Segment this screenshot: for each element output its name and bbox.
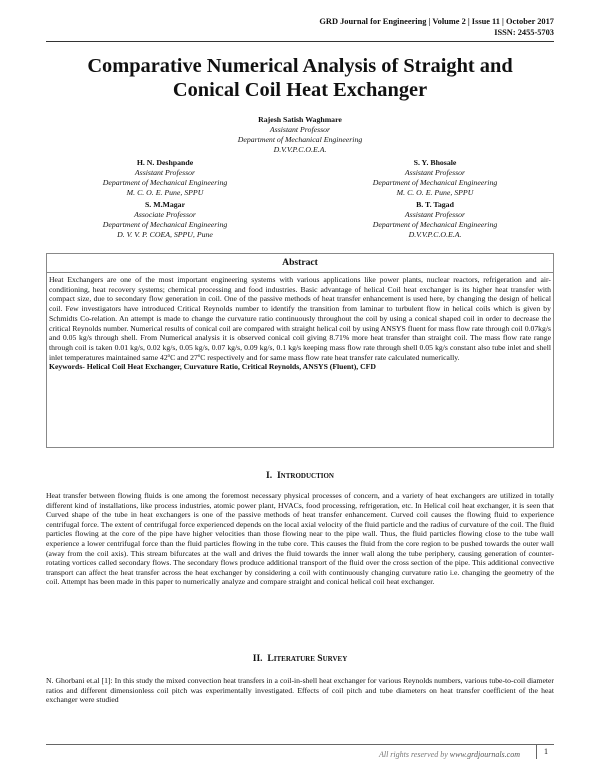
journal-info: GRD Journal for Engineering | Volume 2 | Issue 11 | October 2017 xyxy=(319,17,554,26)
author-dept: Department of Mechanical Engineering xyxy=(372,220,498,229)
section-number: I. xyxy=(266,470,273,481)
footer-rights xyxy=(379,750,520,759)
author-role: Assistant Professor xyxy=(134,168,196,177)
author-role: Assistant Professor xyxy=(404,168,466,177)
abstract-heading: Abstract xyxy=(282,257,318,268)
abstract-body xyxy=(49,275,551,372)
journal-header xyxy=(319,17,554,38)
author-5 xyxy=(320,200,550,240)
author-1 xyxy=(150,115,450,155)
issn: ISSN: 2455-5703 xyxy=(494,27,554,37)
section-literature-heading xyxy=(46,653,554,664)
author-name: S. Y. Bhosale xyxy=(413,158,457,167)
author-role: Assistant Professor xyxy=(269,125,331,134)
author-inst: M. C. O. E. Pune, SPPU xyxy=(396,188,474,197)
literature-text: N. Ghorbani et.al [1]: In this study the mixed convection heat transfers in a coil-in-shell heat exchanger for various Reynolds numbers, various tube-to-coil diameter ratios and different dimensionless coil pitch was experimentally investigated. Effects of coil pitch and tube diameters on heat transfer coefficient of the heat exchanger were studied xyxy=(46,676,554,705)
title-line-1: Comparative Numerical Analysis of Straight and xyxy=(87,55,513,77)
header-divider xyxy=(46,41,554,42)
keywords: Keywords- Helical Coil Heat Exchanger, Curvature Ratio, Critical Reynolds, ANSYS (Fluent), CFD xyxy=(49,362,376,372)
author-name: S. M.Magar xyxy=(144,200,186,209)
title-line-2: Conical Coil Heat Exchanger xyxy=(172,79,428,101)
author-inst: D.V.V.P.C.O.E.A. xyxy=(273,145,327,154)
author-dept: Department of Mechanical Engineering xyxy=(237,135,363,144)
rights-text: All rights reserved by xyxy=(378,750,450,759)
author-dept: Department of Mechanical Engineering xyxy=(372,178,498,187)
abstract-box xyxy=(46,253,554,448)
author-role: Assistant Professor xyxy=(404,210,466,219)
author-name: B. T. Tagad xyxy=(416,200,454,209)
section-number: II. xyxy=(252,653,263,664)
author-3 xyxy=(320,158,550,198)
author-4 xyxy=(50,200,280,240)
author-inst: D.V.V.P.C.O.E.A. xyxy=(408,230,462,239)
section-introduction-heading xyxy=(46,470,554,481)
author-dept: Department of Mechanical Engineering xyxy=(102,220,228,229)
author-dept: Department of Mechanical Engineering xyxy=(102,178,228,187)
footer-divider xyxy=(46,744,554,745)
author-inst: M. C. O. E. Pune, SPPU xyxy=(126,188,204,197)
author-2 xyxy=(50,158,280,198)
abstract-text: Heat Exchangers are one of the most important engineering systems with various applications like power plants, nuclear reactors, refrigeration and air-conditioning, heat recovery systems; chemical processing and food industries. Basic advantage of helical Coil heat exchanger is its higher heat transfer with compact size, due to secondary flow generation in coil. One of the passive methods of heat transfer enhancement is used here, by changing the design of helical coil. Few investigators have introduced Critical Reynolds number to identify the transition from laminar to turbulent flow in helical coils which is given by Schmidts Co-relation. An attempt is made to change the curvature ratio continuously throughout the coil by using a conical shaped coil in order to decrease the critical Reynolds number. Numerical results of conical coil are compared with straight helical coil by using ANSYS fluent for mass flow rate through coil 0.07kg/s and 0.05 kg/s through shell. From Numerical analysis it is observed conical coil giving 8.71% more heat transfer than straight coil. The mass flow rate range through coil is taken 0.01 kg/s, 0.02 kg/s, 0.05 kg/s, 0.07 kg/s, 0.09 kg/s, 0.1 kg/s keeping mass flow rate through shell 0.05 kg/s constant also tube inlet and shell inlet temperatures maintained same 42ºC and 27ºC respectively and for same mass flow rate heat transfer rate calculated numerically. xyxy=(49,275,551,362)
page-number: 1 xyxy=(536,745,555,759)
paper-title xyxy=(40,54,560,102)
section-title: Introduction xyxy=(276,470,334,481)
author-name: H. N. Deshpande xyxy=(136,158,194,167)
introduction-text: Heat transfer between flowing fluids is one among the foremost necessary physical processes of concern, and a variety of heat exchangers are utilized in totally different kind of installations, like process industries, atomic power plant, HVACs, food processing, refrigeration, etc. In Helical coil heat exchanger, it is seen that Curved shape of the tube in heat exchangers is one of the passive methods of heat transfer enhancement. Curved coil causes the flowing fluid to experience centrifugal force. The extent of centrifugal force experienced depends on the local axial velocity of the fluid particle and the radius of curvature of the coil. The fluid particles flowing at the core of the pipe have higher velocities than those flowing near to the pipe wall. Thus, the fluid particles flowing close to the tube wall experience a lower centrifugal force than the fluid particles flowing in the tube core. This causes the fluid from the core region to be pushed towards the outer wall (away from the coil axis). This stream bifurcates at the wall and drives the fluid towards the inner wall along the tube periphery, causing generation of counter-rotating vortices called secondary flows. The secondary flows produce additional transport of the fluid over the cross section of the pipe. This additional convective transport can affect the heat transfer across the heat exchanger by considering a coil with continuously changing curvature ratio i.e. changing the geometry of the coil. Attempt has been made in this paper to numerically analyze and compare straight and conical helical coil heat exchanger. xyxy=(46,491,554,587)
author-role: Associate Professor xyxy=(134,210,196,219)
website-link[interactable]: www.grdjournals.com xyxy=(449,750,520,759)
author-inst: D. V. V. P. COEA, SPPU, Pune xyxy=(117,230,213,239)
section-title: Literature Survey xyxy=(267,653,348,664)
author-name: Rajesh Satish Waghmare xyxy=(258,115,342,124)
abstract-divider xyxy=(47,272,553,273)
